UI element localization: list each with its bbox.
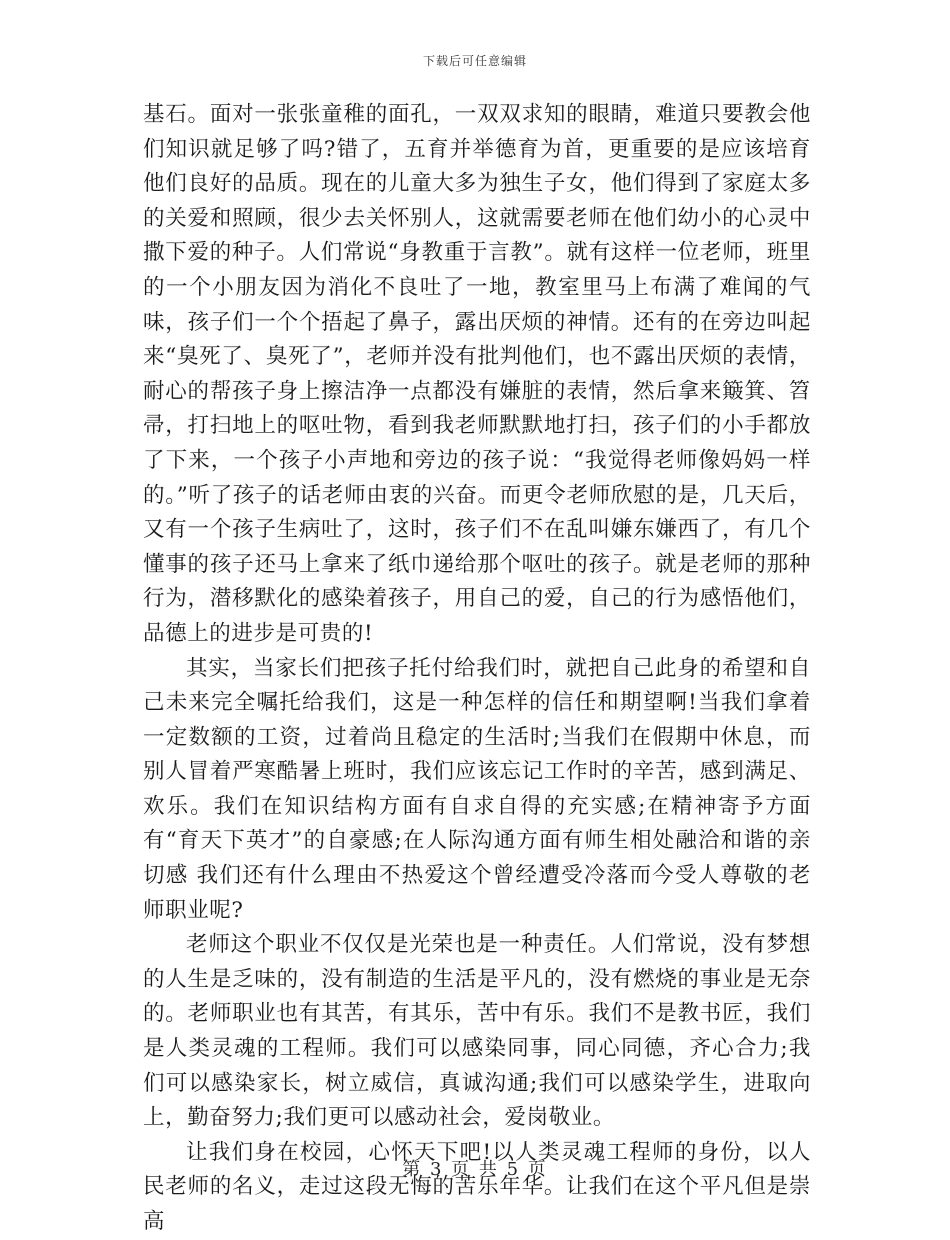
paragraph-2: 其实，当家长们把孩子托付给我们时，就把自己此身的希望和自己未来完全嘱托给我们，这是一种怎样的信任和期望啊!当我们拿着一定数额的工资，过着尚且稳定的生活时;当我们在假期中休息，而别人冒着严寒酷暑上班时，我们应该忘记工作时的辛苦，感到满足、欢乐。我们在知识结构方面有自求自得的充实感;在精神寄予方面有“育天下英才”的自豪感;在人际沟通方面有师生相处融洽和谐的亲切感 我们还有什么理由不热爱这个曾经遭受冷落而今受人尊敬的老师职业呢?: [143, 655, 811, 923]
page-header-note: 下载后可任意编辑: [422, 54, 527, 68]
paragraph-4: 让我们身在校园，心怀天下吧!以人类灵魂工程师的身份，以人民老师的名义，走过这段无悔的苦乐年华。让我们在这个平凡但是崇高: [143, 1139, 811, 1234]
paragraph-3: 老师这个职业不仅仅是光荣也是一种责任。人们常说，没有梦想的人生是乏味的，没有制造的生活是平凡的，没有燃烧的事业是无奈的。老师职业也有其苦，有其乐，苦中有乐。我们不是教书匠，我们是人类灵魂的工程师。我们可以感染同事，同心同德，齐心合力;我们可以感染家长，树立威信，真诚沟通;我们可以感染学生，进取向上，勤奋努力;我们更可以感动社会，爱岗敬业。: [143, 932, 811, 1131]
document-body: [143, 98, 811, 1240]
page-number-footer: 第 3 页 共 5 页: [402, 1159, 548, 1180]
paragraph-1: 基石。面对一张张童稚的面孔，一双双求知的眼睛，难道只要教会他们知识就足够了吗?错了，五育并举德育为首，更重要的是应该培育他们良好的品质。现在的儿童大多为独生子女，他们得到了家庭太多的关爱和照顾，很少去关怀别人，这就需要老师在他们幼小的心灵中撒下爱的种子。人们常说“身教重于言教”。就有这样一位老师，班里的一个小朋友因为消化不良吐了一地，教室里马上布满了难闻的气味，孩子们一个个捂起了鼻子，露出厌烦的神情。还有的在旁边叫起来“臭死了、臭死了”，老师并没有批判他们，也不露出厌烦的表情，耐心的帮孩子身上擦洁净一点都没有嫌脏的表情，然后拿来簸箕、笤帚，打扫地上的呕吐物，看到我老师默默地打扫，孩子们的小手都放了下来，一个孩子小声地和旁边的孩子说：“我觉得老师像妈妈一样的。”听了孩子的话老师由衷的兴奋。而更令老师欣慰的是，几天后，又有一个孩子生病吐了，这时，孩子们不在乱叫嫌东嫌西了，有几个懂事的孩子还马上拿来了纸巾递给那个呕吐的孩子。就是老师的那种行为，潜移默化的感染着孩子，用自己的爱，自己的行为感悟他们，品德上的进步是可贵的!: [143, 102, 811, 646]
